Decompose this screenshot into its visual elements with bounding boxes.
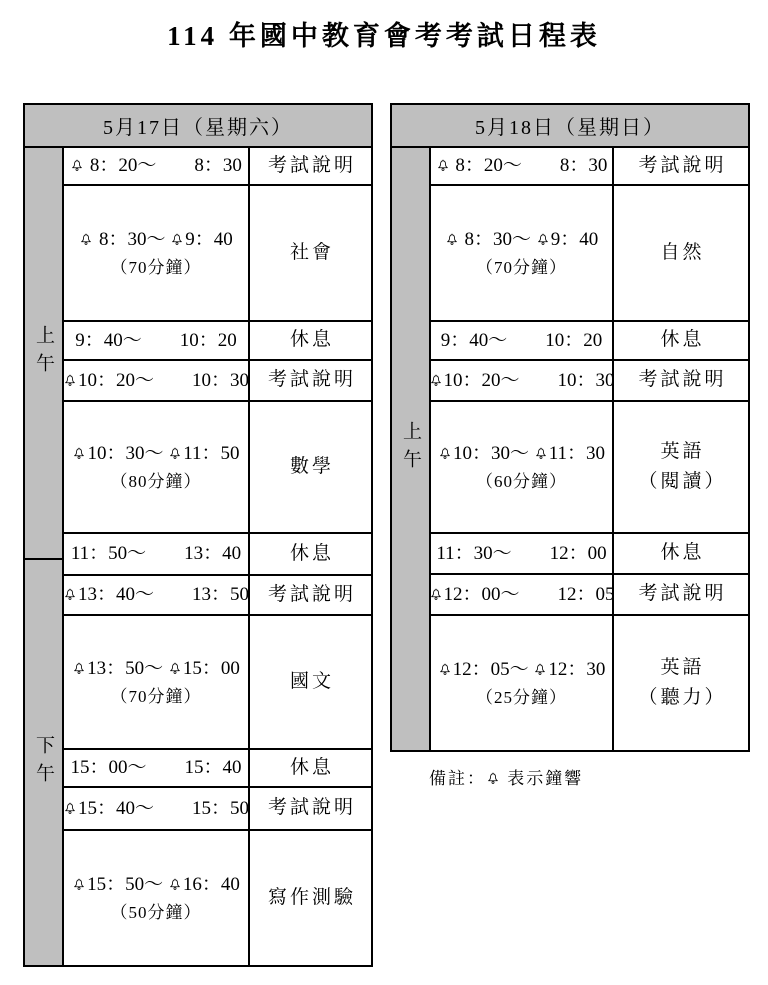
duration-label: （50分鐘）: [110, 902, 202, 922]
schedule-row: [64, 361, 371, 402]
bell-icon: [536, 232, 550, 247]
bell-icon: [436, 158, 450, 173]
schedule-row: [431, 575, 748, 616]
time-cell: [431, 148, 614, 184]
bell-icon: [79, 232, 93, 247]
time-cell: [64, 322, 250, 359]
time-range: 8：30～ 9：40: [79, 225, 233, 254]
subject-label: 寫作測驗: [267, 886, 356, 908]
page-title: 114 年國中教育會考考試日程表: [167, 21, 601, 51]
bell-icon: [533, 662, 547, 677]
duration-label: （70分鐘）: [110, 686, 202, 706]
time-cell: [431, 186, 614, 320]
bell-icon: [170, 232, 184, 247]
schedule-row: [64, 576, 371, 616]
bell-icon: [63, 587, 77, 602]
bell-icon: [63, 801, 77, 816]
schedule-row: [431, 186, 748, 322]
time-cell: [64, 788, 250, 829]
bell-icon: [438, 662, 452, 677]
subject-label: 考試說明: [267, 583, 356, 605]
subject-cell: [614, 616, 748, 750]
time-range: 15：40～ 15：50: [63, 794, 249, 823]
time-range: 8：20～ 8：30: [436, 151, 608, 180]
time-range: 15：00～ 15：40: [70, 757, 242, 779]
period-sidebar: [392, 148, 431, 750]
subject-cell: [614, 402, 748, 532]
subject-label: （閱讀）: [638, 471, 727, 492]
time-range: 8：30～ 9：40: [445, 225, 599, 254]
time-range: 10：30～ 11：30: [438, 439, 605, 468]
subject-cell: [614, 148, 748, 184]
time-cell: [431, 402, 614, 532]
subject-cell: [250, 186, 371, 320]
time-cell: [431, 322, 614, 359]
subject-label: 自然: [660, 241, 705, 263]
subject-label: 考試說明: [267, 369, 356, 391]
subject-label: 考試說明: [638, 583, 727, 605]
subject-label: 考試說明: [267, 154, 356, 176]
period-cell: [25, 558, 62, 965]
time-range: 8：20～ 8：30: [70, 151, 242, 180]
subject-cell: [614, 534, 748, 573]
table-body: [25, 148, 371, 965]
schedule-row: [431, 534, 748, 575]
subject-cell: [250, 788, 371, 829]
duration-label: （25分鐘）: [476, 687, 567, 707]
bell-icon: [168, 446, 182, 461]
subject-label: 考試說明: [638, 154, 727, 176]
bell-icon: [168, 661, 182, 676]
time-cell: [64, 361, 250, 400]
bell-icon: [168, 877, 182, 892]
bell-icon: [429, 373, 443, 388]
time-cell: [64, 186, 250, 320]
bell-icon: [70, 158, 84, 173]
time-cell: [64, 831, 250, 965]
subject-label: 休息: [289, 329, 334, 351]
subject-cell: [250, 361, 371, 400]
subject-cell: [250, 831, 371, 965]
time-range: 15：50～ 16：40: [72, 870, 240, 899]
time-cell: [431, 534, 614, 573]
schedule-row: [431, 402, 748, 534]
time-cell: [64, 534, 250, 574]
duration-label: （60分鐘）: [476, 471, 567, 491]
subject-label: 英語: [660, 656, 705, 678]
subject-label: 社會: [289, 241, 334, 263]
bell-note: 備註： 表示鐘響: [429, 769, 584, 788]
bell-icon: [429, 587, 443, 602]
duration-label: （80分鐘）: [110, 471, 202, 491]
time-range: 11：30～ 12：00: [436, 542, 607, 564]
time-range: 12：05～ 12：30: [438, 655, 606, 684]
period-cell: [25, 148, 62, 558]
table-header-saturday: 5月17日（星期六）: [25, 105, 371, 148]
time-range: 9：40～ 10：20: [75, 329, 237, 351]
subject-cell: [250, 402, 371, 532]
subject-label: 國文: [289, 670, 334, 692]
schedule-row: [64, 186, 371, 322]
subject-cell: [614, 575, 748, 614]
schedule-row: [64, 831, 371, 965]
schedule-table-sunday: [390, 103, 750, 752]
schedule-row: [64, 750, 371, 788]
subject-cell: [250, 576, 371, 614]
time-cell: [64, 148, 250, 184]
subject-label: 休息: [289, 542, 334, 564]
subject-label: （聽力）: [638, 687, 727, 708]
bell-icon: [72, 661, 86, 676]
subject-cell: [250, 616, 371, 748]
subject-label: 休息: [660, 542, 705, 564]
bell-icon: [63, 373, 77, 388]
subject-cell: [614, 361, 748, 400]
period-sidebar: [25, 148, 64, 965]
time-cell: [431, 575, 614, 614]
time-range: 9：40～ 10：20: [440, 329, 603, 351]
schedule-row: [431, 322, 748, 361]
schedule-rows: [64, 148, 371, 965]
time-range: 13：40～ 13：50: [63, 580, 249, 609]
subject-cell: [614, 322, 748, 359]
subject-label: 考試說明: [267, 797, 356, 819]
schedule-row: [64, 788, 371, 831]
schedule-rows: [431, 148, 748, 750]
time-cell: [64, 616, 250, 748]
time-cell: [64, 576, 250, 614]
schedule-row: [431, 148, 748, 186]
bell-icon: [534, 446, 548, 461]
time-range: 13：50～ 15：00: [72, 654, 240, 683]
bell-icon: [438, 446, 452, 461]
bell-icon: [445, 232, 459, 247]
time-cell: [431, 616, 614, 750]
time-range: 12：00～ 12：05: [429, 580, 615, 609]
subject-cell: [614, 186, 748, 320]
time-range: 10：30～ 11：50: [72, 439, 239, 468]
period-cell: [392, 148, 429, 750]
bell-icon: [486, 771, 500, 786]
schedule-row: [431, 361, 748, 402]
subject-cell: [250, 322, 371, 359]
time-range: 10：20～ 10：30: [63, 366, 249, 395]
subject-label: 數學: [289, 455, 334, 477]
schedule-row: [64, 534, 371, 576]
duration-label: （70分鐘）: [476, 257, 567, 277]
subject-label: 考試說明: [638, 369, 727, 391]
time-cell: [431, 361, 614, 400]
period-label: 上午: [400, 421, 421, 477]
bell-icon: [72, 877, 86, 892]
subject-cell: [250, 534, 371, 574]
duration-label: （70分鐘）: [110, 257, 202, 277]
time-range: 11：50～ 13：40: [70, 543, 242, 565]
bell-icon: [72, 446, 86, 461]
schedule-row: [431, 616, 748, 750]
period-label: 下午: [33, 734, 54, 791]
subject-label: 休息: [289, 756, 334, 778]
subject-cell: [250, 750, 371, 786]
schedule-row: [64, 616, 371, 750]
schedule-row: [64, 322, 371, 361]
subject-cell: [250, 148, 371, 184]
schedule-row: [64, 148, 371, 186]
subject-label: 休息: [660, 329, 705, 351]
time-range: 10：20～ 10：30: [429, 366, 615, 395]
table-header-sunday: 5月18日（星期日）: [392, 105, 748, 148]
time-cell: [64, 402, 250, 532]
period-label: 上午: [33, 325, 54, 381]
table-body: [392, 148, 748, 750]
schedule-table-saturday: [23, 103, 373, 967]
time-cell: [64, 750, 250, 786]
schedule-row: [64, 402, 371, 534]
subject-label: 英語: [660, 440, 705, 462]
